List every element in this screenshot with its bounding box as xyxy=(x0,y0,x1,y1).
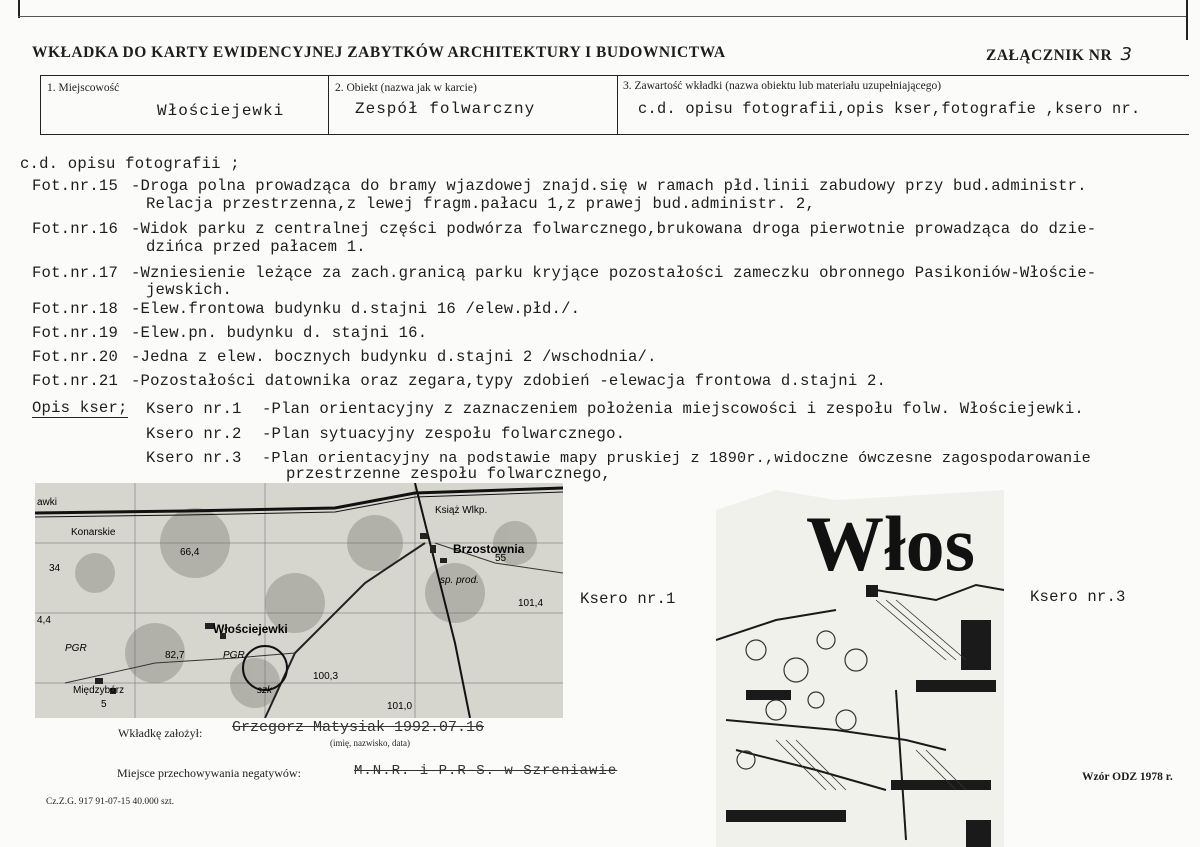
map-ksero-3 xyxy=(716,490,1004,847)
photo-17-cont: jewskich. xyxy=(146,281,233,299)
map-ksero-1 xyxy=(35,483,563,718)
map3-caption: Ksero nr.3 xyxy=(1030,588,1126,606)
field-divider-1 xyxy=(328,76,329,134)
map1-label-miedzyborz: Międzybórz xyxy=(73,685,125,696)
ksero-3-text: -Plan orientacyjny na podstawie mapy pruskiej z 1890r.,widoczne ówczesne zagospodarowanie xyxy=(262,449,1091,467)
photo-19-text: -Elew.pn. budynku d. stajni 16. xyxy=(131,324,428,342)
attachment-label xyxy=(986,44,1132,65)
photo-16-label: Fot.nr.16 xyxy=(32,220,119,238)
map1-label-55: 55 xyxy=(495,553,507,564)
map1-label-827: 82,7 xyxy=(165,650,185,661)
map1-label-spprod: sp. prod. xyxy=(440,575,479,586)
field-1-value: Włościejewki xyxy=(157,102,285,120)
photo-21-label: Fot.nr.21 xyxy=(32,372,119,390)
photo-18-label: Fot.nr.18 xyxy=(32,300,119,318)
photo-17-text: -Wzniesienie leżące za zach.granicą parku kryjące pozostałości zameczku obronnego Pasikoniów-Włoście- xyxy=(131,264,1097,282)
map1-label-wlosciejewki: Włościejewki xyxy=(213,622,288,636)
field-divider-2 xyxy=(617,76,618,134)
map1-label-34: 34 xyxy=(49,563,61,574)
attachment-number: 3 xyxy=(1120,44,1133,65)
photo-19-label: Fot.nr.19 xyxy=(32,324,119,342)
top-frame-edge xyxy=(18,16,1188,17)
map1-label-1003: 100,3 xyxy=(313,671,339,682)
map3-title: Włos xyxy=(806,500,976,587)
intro-line: c.d. opisu fotografii ; xyxy=(20,155,240,173)
map1-label-1010: 101,0 xyxy=(387,701,413,712)
author-label: Wkładkę założył: xyxy=(118,726,203,740)
map1-label-konarskie: Konarskie xyxy=(71,527,116,538)
map1-label-pgr2: PGR xyxy=(223,650,245,661)
attachment-label-text: ZAŁĄCZNIK NR xyxy=(986,47,1113,64)
map1-label-awki: awki xyxy=(37,497,58,508)
map-ksero-3-drawing xyxy=(716,490,1004,847)
photo-20-text: -Jedna z elew. bocznych budynku d.stajni 2 /wschodnia/. xyxy=(131,348,657,366)
ksero-2-text: -Plan sytuacyjny zespołu folwarcznego. xyxy=(262,425,626,443)
field-1-label: 1. Miejscowość xyxy=(47,82,120,94)
photo-15-text: -Droga polna prowadząca do bramy wjazdowej znajd.się w ramach płd.linii zabudowy przy bud.administr. xyxy=(131,177,1087,195)
photo-15-cont: Relacja przestrzenna,z lewej fragm.pałacu 1,z prawej bud.administr. 2, xyxy=(146,195,816,213)
photo-17-label: Fot.nr.17 xyxy=(32,264,119,282)
map1-label-5: 5 xyxy=(101,699,107,710)
map1-label-44: 4,4 xyxy=(37,615,51,626)
photo-15-label: Fot.nr.15 xyxy=(32,177,119,195)
field-2-value: Zespół folwarczny xyxy=(355,100,536,118)
map1-label-1014: 101,4 xyxy=(518,598,544,609)
map1-label-664: 66,4 xyxy=(180,547,200,558)
photo-20-label: Fot.nr.20 xyxy=(32,348,119,366)
map1-label-szk: szk xyxy=(257,685,272,696)
map1-label-pgr1: PGR xyxy=(65,643,87,654)
right-frame-edge xyxy=(1186,0,1188,40)
ksero-2-label: Ksero nr.2 xyxy=(146,425,242,443)
photo-21-text: -Pozostałości datownika oraz zegara,typy zdobień -elewacja frontowa d.stajni 2. xyxy=(131,372,887,390)
field-3-label: 3. Zawartość wkładki (nazwa obiektu lub materiału uzupełniającego) xyxy=(623,80,942,92)
ksero-3-label: Ksero nr.3 xyxy=(146,449,242,467)
map1-caption: Ksero nr.1 xyxy=(580,590,676,608)
field-3-value: c.d. opisu fotografii,opis kser,fotografie ,ksero nr. xyxy=(638,100,1141,118)
photo-16-text: -Widok parku z centralnej części podwórza folwarcznego,brukowana droga pierwotnie prowadząca do dzie- xyxy=(131,220,1097,238)
negatives-value: M.N.R. i P.R-S. w Szreniawie xyxy=(354,763,618,779)
opis-kser-label: Opis kser; xyxy=(32,399,128,417)
author-value: Grzegorz Matysiak 1992.07.16 xyxy=(232,719,485,736)
ksero-3-cont: przestrzenne zespołu folwarcznego, xyxy=(286,465,611,483)
photo-18-text: -Elew.frontowa budynku d.stajni 16 /elew.płd./. xyxy=(131,300,581,318)
ksero-1-text: -Plan orientacyjny z zaznaczeniem położenia miejscowości i zespołu folw. Włościejewki. xyxy=(262,400,1084,418)
photo-16-cont: dzińca przed pałacem 1. xyxy=(146,238,366,256)
map1-label-ksiaz: Książ Wlkp. xyxy=(435,505,488,516)
form-number: Wzór ODZ 1978 r. xyxy=(1082,771,1173,783)
map-ksero-1-drawing xyxy=(35,483,563,718)
author-hint: (imię, nazwisko, data) xyxy=(330,738,410,748)
map1-label-brzostownia: Brzostownia xyxy=(453,542,525,556)
page-title: WKŁADKA DO KARTY EWIDENCYJNEJ ZABYTKÓW ARCHITEKTURY I BUDOWNICTWA xyxy=(32,44,726,61)
field-2-label: 2. Obiekt (nazwa jak w karcie) xyxy=(335,82,477,94)
ksero-1-label: Ksero nr.1 xyxy=(146,400,242,418)
fields-table xyxy=(40,75,1189,135)
negatives-label: Miejsce przechowywania negatywów: xyxy=(117,766,301,780)
print-info: Cz.Z.G. 917 91-07-15 40.000 szt. xyxy=(46,797,174,807)
